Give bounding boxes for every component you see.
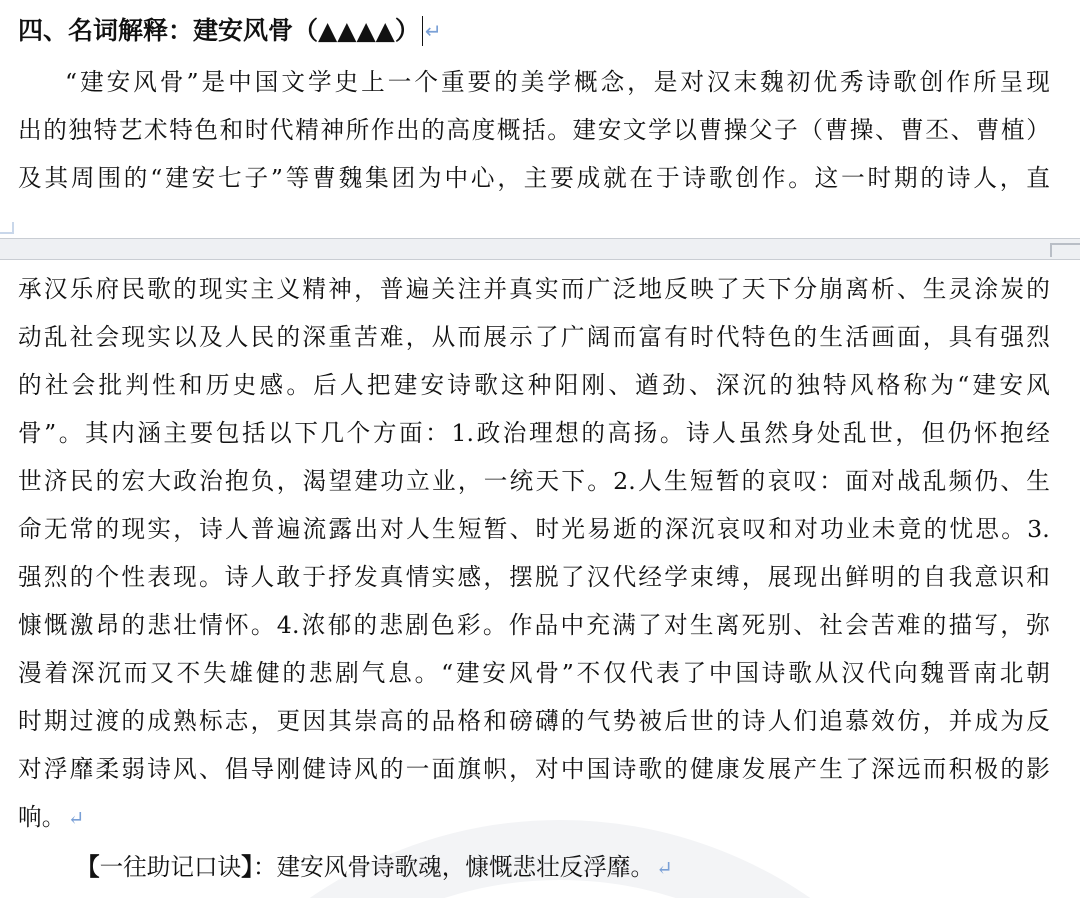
body-paragraph-top[interactable]	[18, 58, 1050, 202]
paragraph-line: 对浮靡柔弱诗风、倡导刚健诗风的一面旗帜，对中国诗歌的健康发展产生了深远而积极的影	[18, 755, 1050, 783]
paragraph-line: “建安风骨”是中国文学史上一个重要的美学概念，是对汉末魏初优秀诗歌创作所呈现	[65, 68, 1050, 96]
paragraph-mark-icon: ↵	[67, 806, 85, 830]
paragraph-mark-icon: ↵	[656, 856, 673, 880]
mnemonic-label: 一往助记口诀	[99, 853, 242, 881]
document-page-upper	[0, 0, 1080, 238]
paragraph-line: 动乱社会现实以及人民的深重苦难，从而展示了广阔而富有时代特色的生活画面，具有强烈	[18, 323, 1050, 351]
page-break-gap	[0, 238, 1080, 260]
mnemonic-close-bracket: 】	[241, 853, 253, 881]
paragraph-line: 骨”。其内涵主要包括以下几个方面：1.政治理想的高扬。诗人虽然身处乱世，但仍怀抱经	[18, 419, 1050, 447]
paragraph-line: 承汉乐府民歌的现实主义精神，普遍关注并真实而广泛地反映了天下分崩离析、生灵涂炭的	[18, 275, 1050, 303]
paragraph-line: 慷慨激昂的悲壮情怀。4.浓郁的悲剧色彩。作品中充满了对生离死别、社会苦难的描写，弥	[18, 611, 1050, 639]
paragraph-mark-icon: ↵	[424, 19, 442, 43]
paragraph-line: 强烈的个性表现。诗人敢于抒发真情实感，摆脱了汉代经学束缚，展现出鲜明的自我意识和	[18, 563, 1050, 591]
paragraph-line: 出的独特艺术特色和时代精神所作出的高度概括。建安文学以曹操父子（曹操、曹丕、曹植）	[18, 116, 1050, 144]
paragraph-line-last	[18, 793, 1050, 841]
paragraph-line: 命无常的现实，诗人普遍流露出对人生短暂、时光易逝的深沉哀叹和对功业未竟的忧思。3.	[18, 515, 1050, 543]
mnemonic-open-bracket: 【	[76, 853, 100, 881]
text-cursor	[422, 16, 423, 46]
paragraph-line: 世济民的宏大政治抱负，渴望建功立业，一统天下。2.人生短暂的哀叹：面对战乱频仍、生	[18, 467, 1050, 495]
mnemonic-text: ：建安风骨诗歌魂，慷慨悲壮反浮靡。	[252, 853, 655, 881]
mnemonic-line[interactable]	[18, 843, 673, 892]
paragraph-line: 的社会批判性和历史感。后人把建安诗歌这种阳刚、遒劲、深沉的独特风格称为“建安风	[18, 371, 1050, 399]
body-paragraph-bottom[interactable]	[18, 265, 1050, 841]
page-corner-marker	[0, 222, 14, 234]
heading-text: 四、名词解释：建安风骨（▲▲▲▲）	[18, 16, 420, 45]
paragraph-line: 漫着深沉而又不失雄健的悲剧气息。“建安风骨”不仅代表了中国诗歌从汉代向魏晋南北朝	[18, 659, 1050, 687]
page-corner-marker	[1050, 243, 1080, 257]
paragraph-line-text: 响。	[18, 803, 66, 831]
paragraph-line: 时期过渡的成熟标志，更因其崇高的品格和磅礴的气势被后世的诗人们追慕效仿，并成为反	[18, 707, 1050, 735]
section-heading[interactable]	[18, 12, 442, 50]
paragraph-line: 及其周围的“建安七子”等曹魏集团为中心，主要成就在于诗歌创作。这一时期的诗人，直	[18, 164, 1050, 192]
